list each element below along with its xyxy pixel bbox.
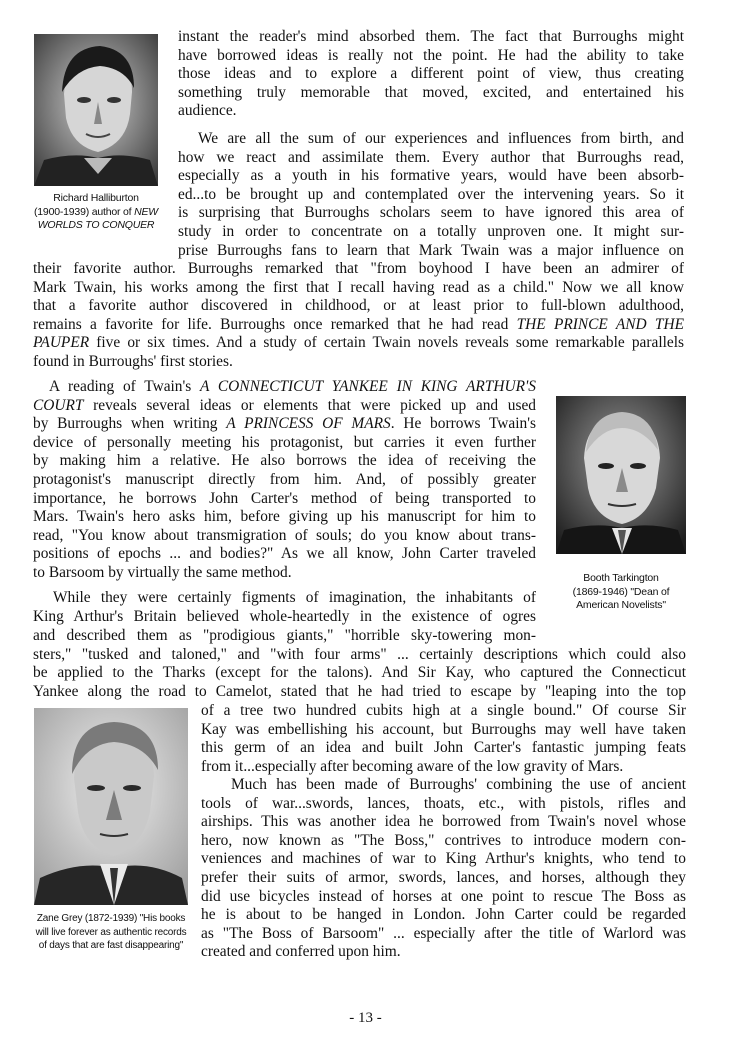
text-line: read, "You know about transmigration of souls; do you know about trans- — [33, 526, 536, 544]
caption-line: (1869-1946) "Dean of — [572, 585, 670, 598]
text-line: created and conferred upon him. — [201, 943, 401, 961]
text-line: protagonist's manuscript directly from him. And, of possibly greater — [33, 470, 536, 488]
photo-booth-tarkington — [556, 396, 686, 554]
text-line: Much has been made of Burroughs' combining the use of ancient — [231, 776, 686, 793]
text-line: did use bicycles instead of horses at one point to rescue The Boss as — [201, 887, 686, 905]
text-line: their favorite author. Burroughs remarked that "from boyhood I have been an admirer of — [33, 260, 684, 277]
paragraph-2-indented — [178, 130, 684, 260]
page-number: - 13 - — [349, 1010, 382, 1026]
text-line: Mars. Twain's hero asks him, before giving up his manuscript for him to — [33, 508, 536, 526]
paragraph-4-right — [201, 702, 686, 776]
text-line: device of personally meeting his protagonist, but carries it even further — [33, 433, 536, 451]
paragraph-4-full — [33, 627, 686, 701]
caption-line: Richard Halliburton — [53, 192, 139, 204]
photo-zane-grey — [34, 708, 188, 905]
text-line: and described them as "prodigious giants," "horrible sky-towering mon- — [33, 627, 536, 644]
text-line: especially as a youth in his formative years, would have been absorb- — [178, 167, 684, 185]
text-line: sters," "tusked and taloned," and "with four arms" ... certainly descriptions which could also — [33, 645, 686, 663]
paragraph-3 — [33, 378, 536, 583]
caption-line: Zane Grey (1872-1939) "His books — [36, 913, 186, 924]
caption-line: (1900-1939) author of NEW — [34, 205, 158, 218]
text-line: how we react and assimilate them. Every author that Burroughs read, — [178, 148, 684, 166]
text-line: COURT reveals several ideas or elements that were picked up and used — [33, 396, 536, 414]
text-line: tools of war...swords, lances, thoats, etc., with pistols, rifles and — [201, 794, 686, 812]
caption-line: will live forever as authentic records — [35, 926, 187, 938]
caption-line: American Novelists" — [576, 599, 666, 611]
text-line: found in Burroughs' first stories. — [33, 352, 233, 370]
text-line: audience. — [178, 102, 237, 120]
text-line: positions of epochs ... and bodies?" As we all know, John Carter traveled — [33, 545, 536, 563]
text-line: Mark Twain, his works among the first that I recall having read as a child." Now we all know — [33, 278, 684, 296]
text-line: this germ of an idea and built John Carter's fantastic jumping feats — [201, 739, 686, 757]
text-line: Yankee along the road to Camelot, stated that he had tried to escape by "leaping into the top — [33, 682, 686, 700]
paragraph-5 — [201, 776, 686, 962]
text-line: have borrowed ideas is really not the point. He had the ability to take — [178, 46, 684, 64]
caption-halliburton — [32, 192, 160, 233]
text-line: from it...especially after becoming aware of the low gravity of Mars. — [201, 757, 624, 775]
text-line: remains a favorite for life. Burroughs once remarked that he had read THE PRINCE AND THE — [33, 315, 684, 333]
text-line: prefer their suits of armor, swords, lances, and horses, although they — [201, 868, 686, 886]
text-line: by making him a relative. He also borrows the idea of receiving the — [33, 452, 536, 470]
text-line: he is about to be hanged in London. John Carter could be regarded — [201, 906, 686, 924]
text-line: study in order to concentrate on a totally unproven one. It might sur- — [178, 222, 684, 240]
text-line: to Barsoom by virtually the same method. — [33, 563, 292, 581]
caption-line: of days that are fast disappearing" — [38, 940, 184, 951]
text-line: importance, he borrows John Carter's method of being transported to — [33, 489, 536, 507]
paragraph-4-narrow — [33, 589, 536, 626]
text-line: PAUPER five or six times. And a study of certain Twain novels reveals some remarkable parallels — [33, 334, 684, 352]
text-line: as "The Boss of Barsoom" ... especially after the title of Warlord was — [201, 924, 686, 942]
text-line: A reading of Twain's A CONNECTICUT YANKEE IN KING ARTHUR'S — [49, 378, 536, 395]
text-line: instant the reader's mind absorbed them. The fact that Burroughs might — [178, 28, 684, 45]
caption-tarkington — [553, 572, 689, 613]
paragraph-2-full — [33, 260, 684, 372]
text-line: King Arthur's Britain believed whole-heartedly in the existence of ogres — [33, 607, 536, 625]
text-line: by Burroughs when writing A PRINCESS OF MARS. He borrows Twain's — [33, 415, 536, 433]
caption-zane-grey — [30, 912, 192, 953]
text-line: those ideas and to explore a different point of view, thus creating — [178, 65, 684, 83]
text-line: of a tree two hundred cubits high at a single bound." Of course Sir — [201, 702, 686, 719]
text-line: hero, now known as "The Boss," contrives to introduce modern con- — [201, 831, 686, 849]
photo-richard-halliburton — [34, 34, 158, 186]
text-line: be applied to the Tharks (except for the talons). And Sir Kay, who captured the Connecticut — [33, 664, 686, 682]
paragraph-1 — [178, 28, 684, 121]
caption-line: Booth Tarkington — [583, 572, 659, 584]
text-line: We are all the sum of our experiences and influences from birth, and — [198, 130, 684, 147]
text-line: Kay was embellishing his account, but Burroughs may well have taken — [201, 720, 686, 738]
text-line: something truly memorable that moved, excited, and entertained his — [178, 83, 684, 101]
text-line: prise Burroughs fans to learn that Mark Twain was a major influence on — [178, 241, 684, 259]
text-line: airships. This was another idea he borrowed from Twain's novel whose — [201, 813, 686, 831]
caption-line: WORLDS TO CONQUER — [37, 219, 155, 231]
text-line: that a favorite author discovered in childhood, or at least prior to full-blown adulthood, — [33, 297, 684, 315]
text-line: ed...to be brought up and contemplated over the intervening years. So it — [178, 185, 684, 203]
text-line: is surprising that Burroughs scholars seem to have ignored this area of — [178, 204, 684, 222]
text-line: While they were certainly figments of imagination, the inhabitants of — [53, 589, 536, 606]
text-line: veniences and machines of war to King Arthur's knights, who tend to — [201, 850, 686, 868]
